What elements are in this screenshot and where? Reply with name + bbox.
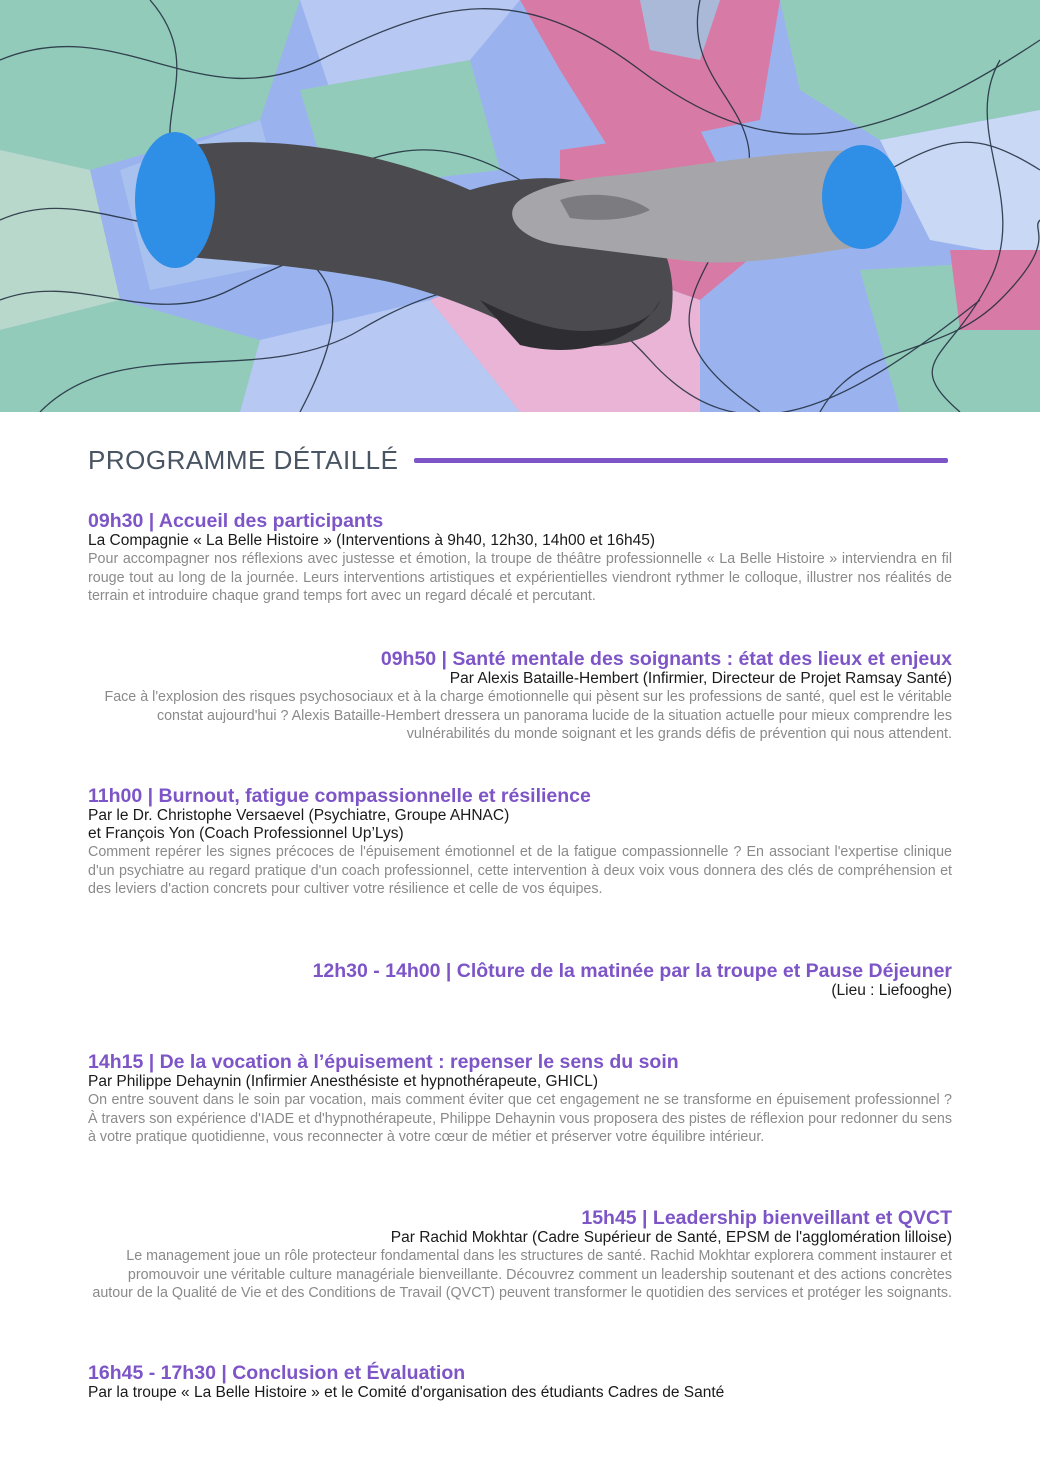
- session-speaker: Par le Dr. Christophe Versaevel (Psychiatre, Groupe AHNAC): [88, 807, 510, 824]
- session-item: [88, 960, 952, 1000]
- session-item: [88, 648, 952, 744]
- handshake-illustration-icon: [0, 0, 1040, 412]
- session-item: [88, 1362, 952, 1402]
- session-speaker: La Compagnie « La Belle Histoire » (Interventions à 9h40, 12h30, 14h00 et 16h45): [88, 532, 655, 549]
- session-title: 09h50 | Santé mentale des soignants : état des lieux et enjeux: [380, 648, 952, 670]
- hero-illustration: [0, 0, 1040, 412]
- heading-divider: [414, 458, 948, 463]
- session-speaker-secondary: et François Yon (Coach Professionnel Up’Lys): [88, 825, 404, 842]
- session-speaker: Par la troupe « La Belle Histoire » et le Comité d'organisation des étudiants Cadres de Santé: [88, 1384, 725, 1401]
- session-description: Comment repérer les signes précoces de l'épuisement émotionnel et de la fatigue compassionnelle ? En associant l'expertise clinique d'un psychiatre au regard pratique d'un coach professionnel, cette intervention à deux voix vous donnera des clés de compréhension et des leviers d'action concrets pour cultiver votre résilience et celle de vos équipes.: [88, 844, 952, 898]
- session-title: 15h45 | Leadership bienveillant et QVCT: [581, 1207, 952, 1229]
- session-title: 16h45 - 17h30 | Conclusion et Évaluation: [88, 1362, 466, 1384]
- session-title: 12h30 - 14h00 | Clôture de la matinée par la troupe et Pause Déjeuner: [312, 960, 952, 982]
- session-item: [88, 1051, 952, 1147]
- session-speaker: Par Rachid Mokhtar (Cadre Supérieur de Santé, EPSM de l'agglomération lilloise): [390, 1229, 952, 1246]
- session-title: 09h30 | Accueil des participants: [88, 510, 384, 532]
- session-speaker: Par Alexis Bataille-Hembert (Infirmier, Directeur de Projet Ramsay Santé): [449, 670, 952, 687]
- session-location: (Lieu : Liefooghe): [831, 982, 952, 999]
- session-description: Le management joue un rôle protecteur fondamental dans les structures de santé. Rachid Mokhtar explorera comment instaurer et promouvoir une véritable culture managériale bienveillante. Découvrez comment un leadership soutenant et des actions concrètes autour de la Qualité de Vie et des Conditions de Travail (QVCT) peuvent transformer le quotidien des services et protéger les soignants.: [92, 1248, 952, 1302]
- session-item: [88, 1207, 952, 1303]
- page-title: PROGRAMME DÉTAILLÉ: [88, 444, 399, 475]
- session-item: [88, 785, 952, 899]
- session-speaker: Par Philippe Dehaynin (Infirmier Anesthésiste et hypnothérapeute, GHICL): [88, 1073, 599, 1090]
- session-description: Face à l'explosion des risques psychosociaux et à la charge émotionnelle qui pèsent sur les professions de santé, quel est le véritable constat aujourd'hui ? Alexis Bataille-Hembert dressera un panorama lucide de la situation actuelle pour mieux comprendre les vulnérabilités du monde soignant et les grands défis de prévention qui nous attendent.: [104, 689, 952, 743]
- session-description: On entre souvent dans le soin par vocation, mais comment éviter que cet engagement ne se transforme en épuisement professionnel ? À travers son expérience d'IADE et d'hypnothérapeute, Philippe Dehaynin vous proposera des pistes de réflexion pour redonner du sens à votre pratique quotidienne, vous reconnecter à votre cœur de métier et préserver votre équilibre intérieur.: [88, 1092, 952, 1146]
- session-title: 11h00 | Burnout, fatigue compassionnelle et résilience: [88, 785, 591, 807]
- section-heading: [88, 440, 948, 480]
- session-description: Pour accompagner nos réflexions avec justesse et émotion, la troupe de théâtre professionnelle « La Belle Histoire » interviendra en fil rouge tout au long de la journée. Leurs interventions artistiques et expérientielles viendront rythmer le colloque, illustrer nos réalités de terrain et introduire chaque grand temps fort avec un regard décalé et percutant.: [88, 551, 952, 605]
- session-item: [88, 510, 952, 606]
- session-title: 14h15 | De la vocation à l’épuisement : repenser le sens du soin: [88, 1051, 679, 1073]
